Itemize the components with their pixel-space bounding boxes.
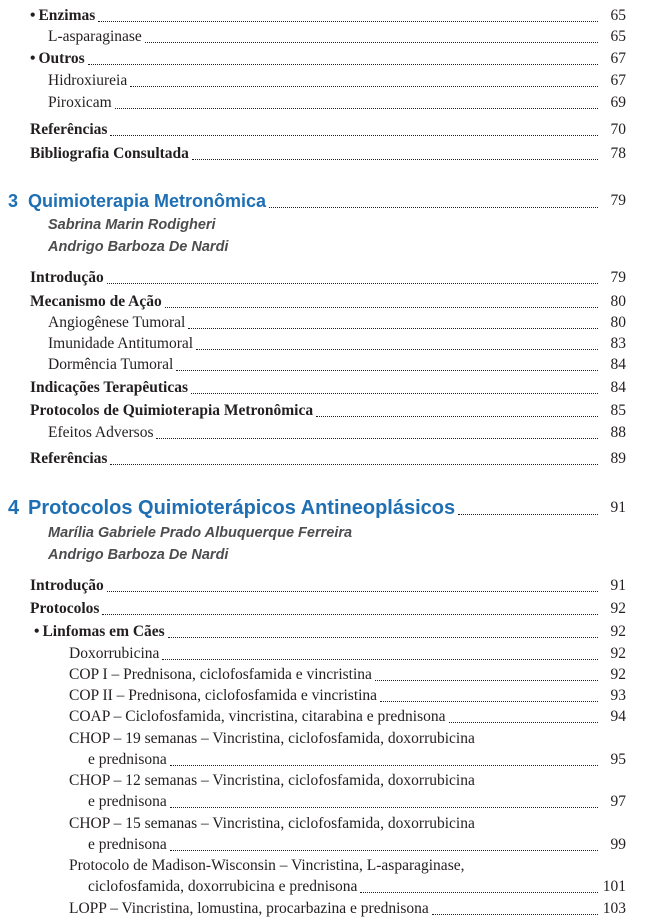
entry-label: Doxorrubicina <box>69 643 162 665</box>
entry-page: 97 <box>610 793 626 810</box>
entry-page: 103 <box>602 900 626 917</box>
dot-leader <box>88 64 598 65</box>
dot-leader <box>170 850 598 851</box>
toc-entry-coap[interactable] <box>0 706 654 728</box>
entry-page: 89 <box>610 450 626 467</box>
entry-label: Referências <box>30 119 110 141</box>
toc-entry-linfomas[interactable] <box>0 621 654 643</box>
entry-page: 88 <box>610 424 626 441</box>
entry-page: 101 <box>602 878 626 895</box>
toc-entry-dormencia[interactable] <box>0 354 654 376</box>
entry-page: 65 <box>610 28 626 45</box>
entry-label-line2: ciclofosfamida, doxorrubicina e prednisona <box>88 876 360 898</box>
toc-entry-indicacoes[interactable] <box>0 377 654 399</box>
entry-page: 70 <box>610 121 626 138</box>
dot-leader <box>188 328 598 329</box>
entry-label: • Enzimas <box>30 5 98 27</box>
chapter-4-heading[interactable] <box>0 494 654 522</box>
entry-label: Referências <box>30 448 110 470</box>
entry-page: 83 <box>610 335 626 352</box>
dot-leader <box>432 914 598 915</box>
dot-leader <box>375 680 598 681</box>
toc-entry-outros[interactable] <box>0 48 654 70</box>
entry-label: • Outros <box>30 48 88 70</box>
entry-label-line1: CHOP – 12 semanas – Vincristina, ciclofosfamida, doxorrubicina <box>69 772 475 789</box>
entry-label-line2: e prednisona <box>88 834 170 856</box>
entry-label: Protocolos de Quimioterapia Metronômica <box>30 400 316 422</box>
chapter-page: 79 <box>610 192 626 209</box>
dot-leader <box>107 591 598 592</box>
toc-entry-hidroxiureia[interactable] <box>0 70 654 92</box>
dot-leader <box>102 614 598 615</box>
entry-page: 84 <box>610 379 626 396</box>
entry-label: Indicações Terapêuticas <box>30 377 191 399</box>
entry-page: 92 <box>610 600 626 617</box>
chapter-title: Quimioterapia Metronômica <box>28 191 267 211</box>
entry-page: 93 <box>610 687 626 704</box>
entry-page: 92 <box>610 623 626 640</box>
dot-leader <box>316 416 598 417</box>
toc-entry-asparaginase[interactable] <box>0 26 654 48</box>
dot-leader <box>115 108 598 109</box>
dot-leader <box>360 892 598 893</box>
entry-label-line2: e prednisona <box>88 749 170 771</box>
toc-entry-introducao-4[interactable] <box>0 575 654 597</box>
entry-label: COP I – Prednisona, ciclofosfamida e vincristina <box>69 664 375 686</box>
toc-entry-introducao[interactable] <box>0 267 654 289</box>
toc-entry-chop12[interactable] <box>0 791 654 813</box>
dot-leader <box>110 464 598 465</box>
entry-label: LOPP – Vincristina, lomustina, procarbazina e prednisona <box>69 898 432 920</box>
dot-leader <box>145 42 598 43</box>
entry-page: 78 <box>610 145 626 162</box>
dot-leader <box>191 393 598 394</box>
dot-leader <box>380 701 598 702</box>
toc-entry-chop15[interactable] <box>0 834 654 856</box>
dot-leader <box>107 283 598 284</box>
dot-leader <box>110 135 598 136</box>
entry-page: 95 <box>610 751 626 768</box>
toc-entry-referencias-2[interactable] <box>0 119 654 141</box>
entry-page: 84 <box>610 356 626 373</box>
entry-label: Angiogênese Tumoral <box>48 312 188 334</box>
entry-label: Piroxicam <box>48 92 115 114</box>
toc-entry-protocolos-metronomica[interactable] <box>0 400 654 422</box>
entry-label: Imunidade Antitumoral <box>48 333 196 355</box>
entry-label: Protocolos <box>30 598 102 620</box>
entry-page: 67 <box>610 72 626 89</box>
dot-leader <box>170 807 598 808</box>
entry-page: 94 <box>610 708 626 725</box>
entry-label-line1: Protocolo de Madison-Wisconsin – Vincristina, L-asparaginase, <box>69 857 465 874</box>
chapter-author: Marília Gabriele Prado Albuquerque Ferreira <box>48 525 353 541</box>
toc-entry-cop2[interactable] <box>0 685 654 707</box>
toc-entry-piroxicam[interactable] <box>0 92 654 114</box>
dot-leader <box>196 349 598 350</box>
dot-leader <box>192 159 598 160</box>
dot-leader <box>458 514 598 515</box>
toc-entry-doxorrubicina[interactable] <box>0 643 654 665</box>
entry-page: 80 <box>610 314 626 331</box>
entry-label: • Linfomas em Cães <box>34 621 168 643</box>
entry-label: Mecanismo de Ação <box>30 291 165 313</box>
entry-label: L-asparaginase <box>48 26 145 48</box>
entry-page: 92 <box>610 666 626 683</box>
toc-entry-mecanismo[interactable] <box>0 291 654 313</box>
dot-leader <box>156 438 598 439</box>
dot-leader <box>449 722 599 723</box>
chapter-author: Sabrina Marin Rodigheri <box>48 217 216 233</box>
toc-entry-angiogenese[interactable] <box>0 312 654 334</box>
chapter-number: 3 <box>8 191 19 211</box>
dot-leader <box>170 765 598 766</box>
entry-page: 79 <box>610 269 626 286</box>
entry-page: 99 <box>610 836 626 853</box>
toc-entry-protocolos[interactable] <box>0 598 654 620</box>
toc-entry-efeitos[interactable] <box>0 422 654 444</box>
entry-page: 85 <box>610 402 626 419</box>
entry-label: Efeitos Adversos <box>48 422 156 444</box>
chapter-title: Protocolos Quimioterápicos Antineoplásicos <box>28 497 456 519</box>
dot-leader <box>168 637 598 638</box>
toc-entry-lopp[interactable] <box>0 898 654 920</box>
entry-label: Introdução <box>30 267 107 289</box>
dot-leader <box>162 659 598 660</box>
entry-label: Introdução <box>30 575 107 597</box>
entry-label: COP II – Prednisona, ciclofosfamida e vincristina <box>69 685 380 707</box>
entry-label: COAP – Ciclofosfamida, vincristina, citarabina e prednisona <box>69 706 449 728</box>
dot-leader <box>269 207 598 208</box>
entry-label: Dormência Tumoral <box>48 354 176 376</box>
toc-entry-referencias-3[interactable] <box>0 448 654 470</box>
entry-label-line2: e prednisona <box>88 791 170 813</box>
toc-entry-enzimas[interactable] <box>0 5 654 27</box>
entry-page: 92 <box>610 645 626 662</box>
toc-entry-madison[interactable] <box>0 876 654 898</box>
entry-label: Bibliografia Consultada <box>30 143 192 165</box>
toc-entry-cop1[interactable] <box>0 664 654 686</box>
entry-label-line1: CHOP – 19 semanas – Vincristina, ciclofosfamida, doxorrubicina <box>69 730 475 747</box>
entry-page: 91 <box>610 577 626 594</box>
dot-leader <box>176 370 598 371</box>
dot-leader <box>98 21 598 22</box>
chapter-author: Andrigo Barboza De Nardi <box>48 239 229 255</box>
entry-label: Hidroxiureia <box>48 70 130 92</box>
entry-page: 67 <box>610 50 626 67</box>
chapter-page: 91 <box>610 499 626 516</box>
dot-leader <box>165 307 598 308</box>
entry-page: 65 <box>610 7 626 24</box>
chapter-number: 4 <box>8 497 20 519</box>
entry-label-line1: CHOP – 15 semanas – Vincristina, ciclofosfamida, doxorrubicina <box>69 815 475 832</box>
toc-entry-bibliografia-2[interactable] <box>0 143 654 165</box>
toc-entry-chop19[interactable] <box>0 749 654 771</box>
chapter-author: Andrigo Barboza De Nardi <box>48 547 229 563</box>
dot-leader <box>130 86 598 87</box>
entry-page: 80 <box>610 293 626 310</box>
chapter-3-heading[interactable] <box>0 187 654 215</box>
entry-page: 69 <box>610 94 626 111</box>
toc-entry-imunidade[interactable] <box>0 333 654 355</box>
